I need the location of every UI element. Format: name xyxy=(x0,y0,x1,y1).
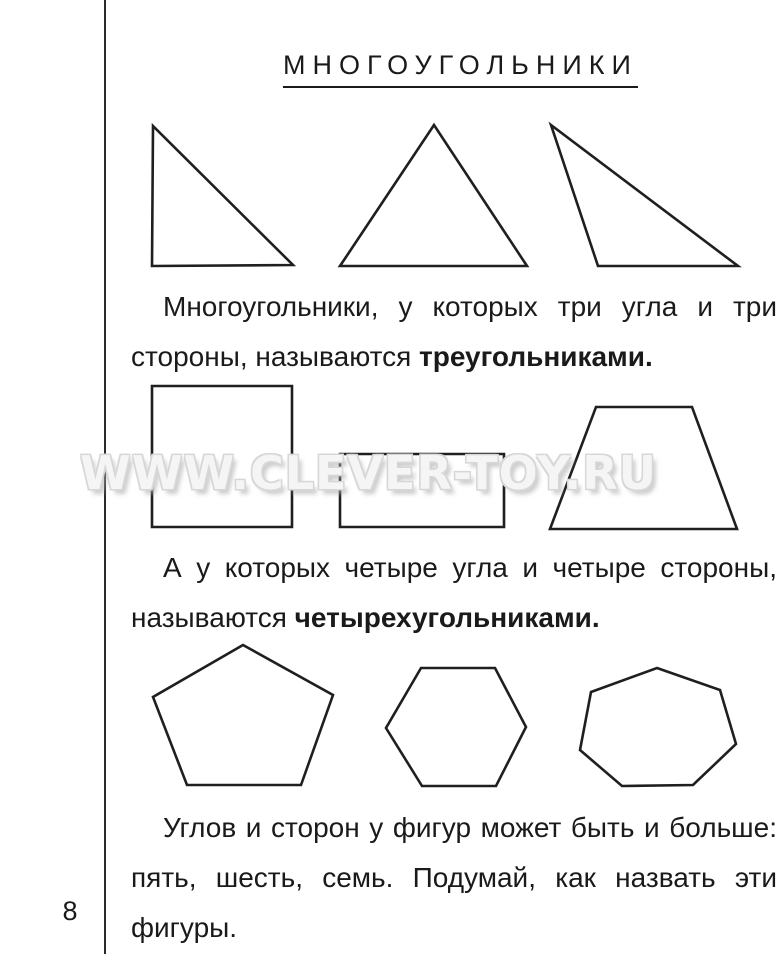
rectangle-shape xyxy=(340,454,504,527)
right-triangle-shape xyxy=(152,126,293,266)
paragraph-line: А у которых четыре угла и четыре стороны, xyxy=(163,552,777,583)
paragraph-line: пять, шесть, семь. Подумай, как назвать эти xyxy=(131,862,777,893)
paragraph-text: стороны, называются xyxy=(131,341,420,372)
page-title: МНОГОУГОЛЬНИКИ xyxy=(283,50,638,88)
paragraph-line xyxy=(131,593,777,643)
watermark-text: WWW.CLEVER-TOY.RU xyxy=(80,446,657,500)
paragraph-line: Многоугольники, у которых три угла и три xyxy=(163,291,777,322)
paragraph-more-polygons xyxy=(131,803,777,953)
heptagon-shape xyxy=(580,668,736,786)
paragraph-line: фигуры. xyxy=(131,912,238,943)
term-triangles: треугольниками. xyxy=(419,341,653,372)
paragraph-text: называются xyxy=(131,602,295,633)
scalene-triangle-shape xyxy=(551,125,738,266)
isosceles-triangle-shape xyxy=(340,125,527,266)
paragraph-quadrilaterals xyxy=(131,543,777,643)
page-number: 8 xyxy=(62,896,78,926)
pentagon-shape xyxy=(153,645,333,785)
paragraph-triangles xyxy=(131,282,777,382)
paragraph-line: Углов и сторон у фигур может быть и больше: xyxy=(163,812,777,843)
hexagon-shape xyxy=(386,668,526,786)
square-shape xyxy=(152,386,292,527)
trapezoid-shape xyxy=(550,407,737,529)
term-quadrilaterals: четырехугольниками. xyxy=(294,602,600,633)
paragraph-line xyxy=(131,332,777,382)
